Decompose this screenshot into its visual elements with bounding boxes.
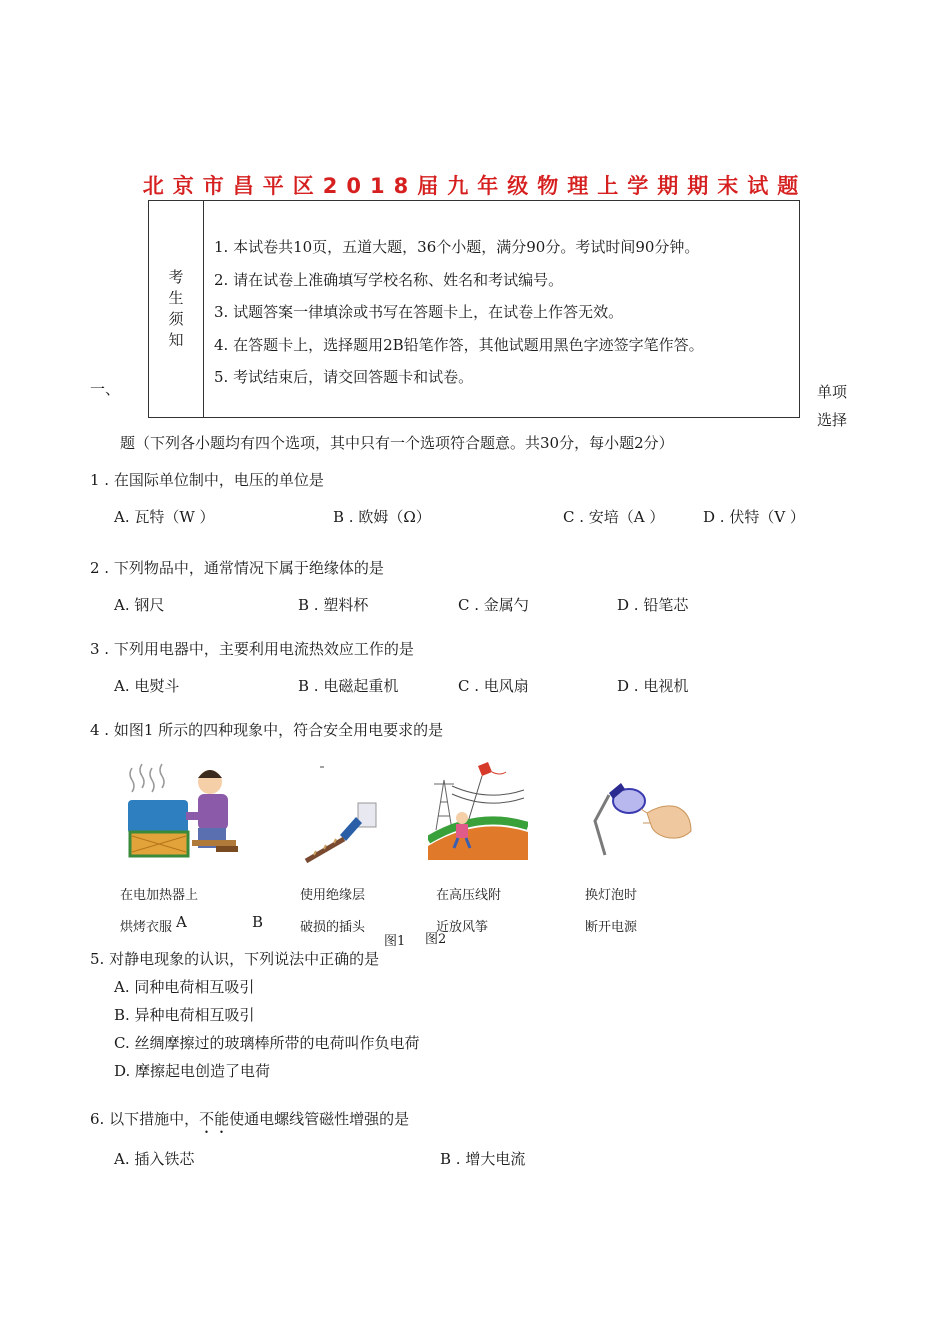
- lamp-bulb-replacement-illustration: [585, 775, 700, 860]
- notice-item: 1. 本试卷共10页，五道大题，36个小题，满分90分。考试时间90分钟。: [214, 238, 700, 256]
- notice-box: [148, 200, 800, 418]
- question-stem: 5. 对静电现象的认识，下列说法中正确的是: [90, 950, 380, 968]
- figure-caption: 换灯泡时: [585, 888, 638, 903]
- kite-near-power-lines-illustration: [428, 760, 528, 860]
- figure-caption: 在电加热器上: [120, 888, 199, 903]
- question-stem-part: 使通电螺线管磁性增强的是: [229, 1110, 410, 1128]
- section-title-line: 选择: [817, 411, 848, 429]
- notice-label-char: 知: [168, 331, 184, 349]
- option: C . 安培（A ）: [563, 508, 665, 526]
- option: C. 丝绸摩擦过的玻璃棒所带的电荷叫作负电荷: [114, 1034, 420, 1052]
- option: A. 同种电荷相互吸引: [114, 978, 255, 996]
- option: A. 电熨斗: [114, 677, 180, 695]
- option: B . 塑料杯: [298, 596, 369, 614]
- emphasized-text: 不能: [199, 1110, 230, 1128]
- figure-caption: 破损的插头: [300, 920, 366, 935]
- option: D . 铅笔芯: [617, 596, 689, 614]
- question-stem: 1 . 在国际单位制中，电压的单位是: [90, 471, 324, 489]
- option: A. 插入铁芯: [114, 1150, 195, 1168]
- page-title: 北京市昌平区2018届九年级物理上学期期末试题: [142, 174, 808, 198]
- option: B. 异种电荷相互吸引: [114, 1006, 255, 1024]
- section-number: 一、: [90, 380, 121, 398]
- notice-item: 4. 在答题卡上，选择题用2B铅笔作答，其他试题用黑色字迹签字笔作答。: [214, 335, 704, 354]
- heater-drying-clothes-illustration: [120, 760, 245, 860]
- question-stem: 3 . 下列用电器中，主要利用电流热效应工作的是: [90, 640, 414, 658]
- option: B . 电磁起重机: [298, 677, 399, 695]
- figure-letter: A: [176, 913, 187, 931]
- notice-item: 2. 请在试卷上准确填写学校名称、姓名和考试编号。: [214, 270, 564, 289]
- question-stem: 4 . 如图1 所示的四种现象中，符合安全用电要求的是: [90, 721, 444, 739]
- figure-caption: 在高压线附: [436, 888, 502, 903]
- option: C . 金属勺: [458, 596, 529, 614]
- section-title: [817, 378, 847, 434]
- figure-letter: B: [252, 913, 264, 931]
- option: D . 伏特（V ）: [703, 508, 805, 526]
- figure-caption: 烘烤衣服: [120, 920, 173, 935]
- figure-caption: 近放风筝: [436, 920, 489, 935]
- option: D . 电视机: [617, 677, 689, 695]
- section-title-line: 单项: [817, 383, 848, 401]
- figure-label: 图2: [425, 932, 447, 947]
- question-stem: 2 . 下列物品中，通常情况下属于绝缘体的是: [90, 559, 384, 577]
- option: A. 瓦特（W ）: [114, 508, 215, 526]
- option: B . 欧姆（Ω）: [333, 508, 431, 526]
- option: A. 钢尺: [114, 596, 165, 614]
- notice-label-char: 须: [168, 310, 184, 328]
- damaged-plug-illustration: [300, 765, 380, 865]
- notice-label-char: 生: [168, 289, 184, 307]
- section-description: 题（下列各小题均有四个选项，其中只有一个选项符合题意。共30分，每小题2分）: [120, 434, 674, 452]
- notice-items: [214, 231, 704, 394]
- notice-item: 5. 考试结束后，请交回答题卡和试卷。: [214, 368, 474, 386]
- option: C . 电风扇: [458, 677, 529, 695]
- question-stem-part: 6. 以下措施中，: [90, 1110, 200, 1128]
- figure-caption: 断开电源: [585, 920, 638, 935]
- option: B . 增大电流: [440, 1150, 526, 1168]
- option: D. 摩擦起电创造了电荷: [114, 1062, 271, 1080]
- question-stem: [90, 1108, 409, 1137]
- figure-caption: 使用绝缘层: [300, 888, 366, 903]
- notice-item: 3. 试题答案一律填涂或书写在答题卡上，在试卷上作答无效。: [214, 303, 624, 321]
- notice-label-column: [149, 201, 204, 417]
- notice-label-char: 考: [168, 268, 184, 286]
- figure-label: 图1: [384, 934, 406, 949]
